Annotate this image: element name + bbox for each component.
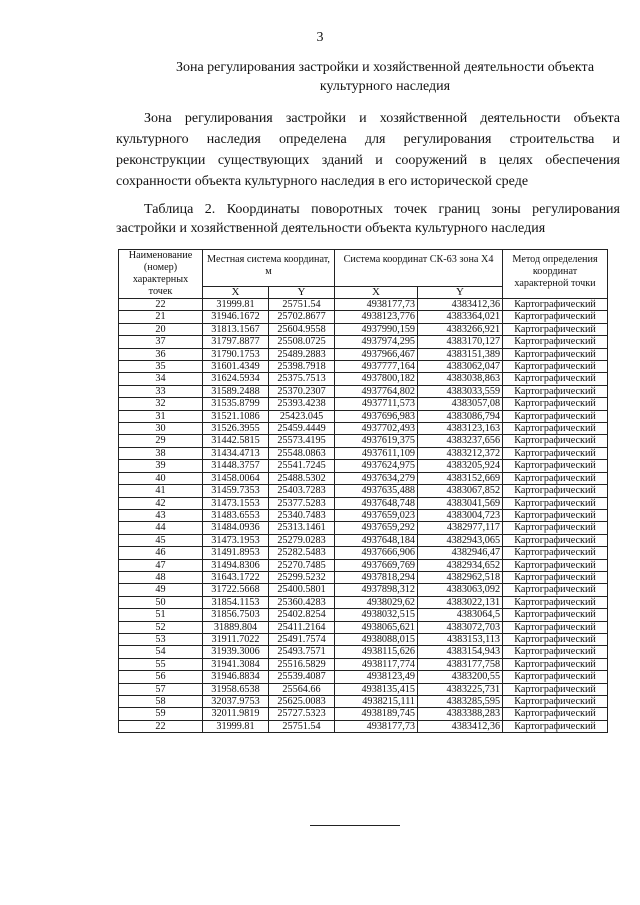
cell-sk63-x: 4938123,49: [335, 671, 418, 683]
table-row: [119, 385, 608, 397]
cell-point-number: 21: [119, 311, 203, 323]
cell-point-number: 32: [119, 398, 203, 410]
cell-point-number: 59: [119, 708, 203, 720]
cell-point-number: 58: [119, 696, 203, 708]
cell-method: Картографический: [503, 658, 608, 670]
cell-sk63-x: 4938088,015: [335, 633, 418, 645]
cell-local-x: 31442.5815: [203, 435, 269, 447]
table-row: [119, 609, 608, 621]
cell-local-y: 25564.66: [269, 683, 335, 695]
cell-sk63-y: 4383067,852: [418, 485, 503, 497]
table-row: [119, 720, 608, 732]
cell-sk63-y: 4383063,092: [418, 584, 503, 596]
cell-method: Картографический: [503, 696, 608, 708]
cell-local-y: 25375.7513: [269, 373, 335, 385]
cell-local-x: 31601.4349: [203, 361, 269, 373]
cell-sk63-y: 4382934,652: [418, 559, 503, 571]
cell-local-y: 25299.5232: [269, 571, 335, 583]
cell-method: Картографический: [503, 559, 608, 571]
cell-sk63-x: 4937764,802: [335, 385, 418, 397]
cell-local-y: 25313.1461: [269, 522, 335, 534]
cell-point-number: 33: [119, 385, 203, 397]
cell-sk63-y: 4383064,5: [418, 609, 503, 621]
table-row: [119, 336, 608, 348]
cell-point-number: 48: [119, 571, 203, 583]
cell-sk63-y: 4383388,283: [418, 708, 503, 720]
cell-method: Картографический: [503, 534, 608, 546]
cell-sk63-x: 4937648,748: [335, 497, 418, 509]
cell-local-y: 25360.4283: [269, 596, 335, 608]
cell-sk63-y: 4383225,731: [418, 683, 503, 695]
cell-method: Картографический: [503, 373, 608, 385]
table-row: [119, 410, 608, 422]
cell-sk63-x: 4938177,73: [335, 720, 418, 732]
cell-sk63-x: 4937800,182: [335, 373, 418, 385]
table-row: [119, 571, 608, 583]
cell-local-y: 25516.5829: [269, 658, 335, 670]
cell-local-x: 31643.1722: [203, 571, 269, 583]
cell-point-number: 43: [119, 509, 203, 521]
cell-method: Картографический: [503, 472, 608, 484]
cell-method: Картографический: [503, 385, 608, 397]
cell-sk63-y: 4383151,389: [418, 348, 503, 360]
cell-point-number: 20: [119, 323, 203, 335]
cell-sk63-x: 4937666,906: [335, 547, 418, 559]
cell-local-x: 31958.6538: [203, 683, 269, 695]
cell-local-y: 25411.2164: [269, 621, 335, 633]
cell-local-x: 31797.8877: [203, 336, 269, 348]
cell-local-y: 25340.7483: [269, 509, 335, 521]
cell-local-y: 25270.7485: [269, 559, 335, 571]
table-row: [119, 621, 608, 633]
cell-local-x: 31448.3757: [203, 460, 269, 472]
cell-point-number: 55: [119, 658, 203, 670]
cell-point-number: 52: [119, 621, 203, 633]
cell-point-number: 46: [119, 547, 203, 559]
cell-sk63-x: 4937619,375: [335, 435, 418, 447]
cell-local-y: 25573.4195: [269, 435, 335, 447]
cell-sk63-y: 4383205,924: [418, 460, 503, 472]
cell-sk63-x: 4937669,769: [335, 559, 418, 571]
cell-sk63-x: 4937702,493: [335, 423, 418, 435]
cell-method: Картографический: [503, 596, 608, 608]
cell-local-x: 31946.1672: [203, 311, 269, 323]
cell-local-y: 25423.045: [269, 410, 335, 422]
cell-local-x: 31484.0936: [203, 522, 269, 534]
cell-point-number: 38: [119, 447, 203, 459]
cell-method: Картографический: [503, 435, 608, 447]
cell-point-number: 47: [119, 559, 203, 571]
cell-sk63-y: 4383022,131: [418, 596, 503, 608]
cell-local-x: 31790.1753: [203, 348, 269, 360]
cell-method: Картографический: [503, 671, 608, 683]
cell-local-x: 31999.81: [203, 720, 269, 732]
cell-sk63-y: 4383237,656: [418, 435, 503, 447]
cell-method: Картографический: [503, 410, 608, 422]
cell-method: Картографический: [503, 621, 608, 633]
cell-sk63-x: 4937634,279: [335, 472, 418, 484]
cell-method: Картографический: [503, 336, 608, 348]
cell-local-x: 31494.8306: [203, 559, 269, 571]
cell-sk63-y: 4383285,595: [418, 696, 503, 708]
cell-point-number: 51: [119, 609, 203, 621]
cell-local-y: 25370.2307: [269, 385, 335, 397]
cell-local-y: 25751.54: [269, 299, 335, 311]
table-row: [119, 683, 608, 695]
cell-sk63-y: 4383152,669: [418, 472, 503, 484]
cell-point-number: 54: [119, 646, 203, 658]
cell-point-number: 45: [119, 534, 203, 546]
cell-sk63-x: 4938115,626: [335, 646, 418, 658]
cell-local-y: 25403.7283: [269, 485, 335, 497]
cell-method: Картографический: [503, 646, 608, 658]
cell-local-y: 25377.5283: [269, 497, 335, 509]
cell-point-number: 44: [119, 522, 203, 534]
cell-local-y: 25282.5483: [269, 547, 335, 559]
cell-point-number: 35: [119, 361, 203, 373]
cell-method: Картографический: [503, 361, 608, 373]
header-method: Метод определения координат характерной точки: [503, 250, 608, 299]
cell-sk63-y: 4383154,943: [418, 646, 503, 658]
cell-method: Картографический: [503, 460, 608, 472]
table-row: [119, 646, 608, 658]
cell-local-x: 31473.1553: [203, 497, 269, 509]
table-body: [119, 299, 608, 733]
table-row: [119, 423, 608, 435]
cell-sk63-y: 4383266,921: [418, 323, 503, 335]
cell-local-x: 31999.81: [203, 299, 269, 311]
cell-point-number: 36: [119, 348, 203, 360]
table-row: [119, 497, 608, 509]
cell-local-x: 31434.4713: [203, 447, 269, 459]
cell-sk63-y: 4383004,723: [418, 509, 503, 521]
cell-local-y: 25488.5302: [269, 472, 335, 484]
cell-sk63-y: 4383364,021: [418, 311, 503, 323]
cell-local-y: 25400.5801: [269, 584, 335, 596]
cell-sk63-x: 4938065,621: [335, 621, 418, 633]
cell-local-x: 31722.5668: [203, 584, 269, 596]
header-sk63-system: Система координат СК-63 зона X4: [335, 250, 503, 287]
cell-local-x: 31526.3955: [203, 423, 269, 435]
cell-local-x: 31521.1086: [203, 410, 269, 422]
cell-method: Картографический: [503, 447, 608, 459]
header-local-system: Местная система координат, м: [203, 250, 335, 287]
cell-local-y: 25751.54: [269, 720, 335, 732]
cell-local-y: 25398.7918: [269, 361, 335, 373]
cell-sk63-y: 4383170,127: [418, 336, 503, 348]
cell-method: Картографический: [503, 311, 608, 323]
cell-sk63-y: 4382977,117: [418, 522, 503, 534]
cell-sk63-y: 4382962,518: [418, 571, 503, 583]
cell-local-x: 31458.0064: [203, 472, 269, 484]
table-row: [119, 299, 608, 311]
cell-method: Картографический: [503, 609, 608, 621]
table-row: [119, 633, 608, 645]
cell-local-y: 25402.8254: [269, 609, 335, 621]
cell-point-number: 37: [119, 336, 203, 348]
table-row: [119, 708, 608, 720]
cell-sk63-x: 4938117,774: [335, 658, 418, 670]
footer-divider: [310, 825, 400, 826]
cell-point-number: 39: [119, 460, 203, 472]
table-row: [119, 596, 608, 608]
cell-local-x: 31483.6553: [203, 509, 269, 521]
cell-sk63-x: 4938029,62: [335, 596, 418, 608]
cell-local-y: 25508.0725: [269, 336, 335, 348]
cell-point-number: 30: [119, 423, 203, 435]
cell-local-x: 31941.3084: [203, 658, 269, 670]
page-number: 3: [316, 30, 324, 45]
cell-point-number: 42: [119, 497, 203, 509]
header-sk63-x: X: [335, 287, 418, 299]
cell-point-number: 49: [119, 584, 203, 596]
cell-sk63-x: 4937696,983: [335, 410, 418, 422]
table-row: [119, 460, 608, 472]
cell-local-x: 31854.1153: [203, 596, 269, 608]
header-local-y: Y: [269, 287, 335, 299]
cell-sk63-x: 4938215,111: [335, 696, 418, 708]
cell-point-number: 56: [119, 671, 203, 683]
cell-sk63-x: 4937990,159: [335, 323, 418, 335]
cell-local-y: 25539.4087: [269, 671, 335, 683]
cell-sk63-y: 4383123,163: [418, 423, 503, 435]
table-header: [119, 250, 608, 299]
cell-local-y: 25625.0083: [269, 696, 335, 708]
cell-sk63-x: 4937624,975: [335, 460, 418, 472]
section-heading: Зона регулирования застройки и хозяйственной деятельности объекта культурного наследия: [175, 60, 595, 94]
cell-local-x: 31889.804: [203, 621, 269, 633]
cell-sk63-y: 4383412,36: [418, 299, 503, 311]
cell-local-x: 31856.7503: [203, 609, 269, 621]
table-caption: Таблица 2. Координаты поворотных точек границ зоны регулирования застройки и хозяйственной деятельности объекта культурного наследия: [116, 202, 620, 236]
cell-method: Картографический: [503, 571, 608, 583]
cell-local-y: 25702.8677: [269, 311, 335, 323]
cell-sk63-y: 4383412,36: [418, 720, 503, 732]
cell-sk63-x: 4937659,292: [335, 522, 418, 534]
cell-local-y: 25491.7574: [269, 633, 335, 645]
cell-local-y: 25393.4238: [269, 398, 335, 410]
cell-method: Картографический: [503, 348, 608, 360]
cell-local-x: 32037.9753: [203, 696, 269, 708]
cell-method: Картографический: [503, 683, 608, 695]
cell-sk63-x: 4937898,312: [335, 584, 418, 596]
table-row: [119, 311, 608, 323]
cell-sk63-x: 4938123,776: [335, 311, 418, 323]
cell-method: Картографический: [503, 708, 608, 720]
cell-point-number: 41: [119, 485, 203, 497]
cell-sk63-y: 4383212,372: [418, 447, 503, 459]
cell-sk63-x: 4937966,467: [335, 348, 418, 360]
coordinates-table: [118, 249, 608, 733]
cell-point-number: 53: [119, 633, 203, 645]
table-row: [119, 323, 608, 335]
table-row: [119, 559, 608, 571]
cell-sk63-y: 4383086,794: [418, 410, 503, 422]
table-row: [119, 534, 608, 546]
cell-sk63-y: 4382943,065: [418, 534, 503, 546]
table-row: [119, 696, 608, 708]
table-row: [119, 658, 608, 670]
cell-local-y: 25604.9558: [269, 323, 335, 335]
cell-local-y: 25279.0283: [269, 534, 335, 546]
cell-sk63-x: 4937648,184: [335, 534, 418, 546]
cell-local-x: 31589.2488: [203, 385, 269, 397]
cell-sk63-x: 4937635,488: [335, 485, 418, 497]
cell-sk63-y: 4383062,047: [418, 361, 503, 373]
table-row: [119, 671, 608, 683]
table-row: [119, 485, 608, 497]
cell-method: Картографический: [503, 323, 608, 335]
cell-local-x: 31491.8953: [203, 547, 269, 559]
table-row: [119, 472, 608, 484]
cell-sk63-y: 4383057,08: [418, 398, 503, 410]
cell-point-number: 31: [119, 410, 203, 422]
cell-sk63-x: 4937818,294: [335, 571, 418, 583]
cell-local-y: 25548.0863: [269, 447, 335, 459]
cell-method: Картографический: [503, 584, 608, 596]
table-row: [119, 373, 608, 385]
cell-point-number: 34: [119, 373, 203, 385]
cell-local-y: 25541.7245: [269, 460, 335, 472]
table-row: [119, 361, 608, 373]
cell-sk63-y: 4383041,569: [418, 497, 503, 509]
cell-point-number: 40: [119, 472, 203, 484]
cell-method: Картографический: [503, 633, 608, 645]
cell-sk63-y: 4383072,703: [418, 621, 503, 633]
cell-point-number: 22: [119, 720, 203, 732]
cell-local-x: 31459.7353: [203, 485, 269, 497]
cell-method: Картографический: [503, 547, 608, 559]
cell-local-x: 31939.3006: [203, 646, 269, 658]
table-row: [119, 447, 608, 459]
header-local-x: X: [203, 287, 269, 299]
table-row: [119, 435, 608, 447]
cell-method: Картографический: [503, 509, 608, 521]
table-row: [119, 348, 608, 360]
cell-sk63-x: 4938177,73: [335, 299, 418, 311]
table-row: [119, 509, 608, 521]
cell-method: Картографический: [503, 485, 608, 497]
cell-sk63-y: 4383153,113: [418, 633, 503, 645]
cell-method: Картографический: [503, 299, 608, 311]
cell-local-y: 25727.5323: [269, 708, 335, 720]
cell-local-x: 31911.7022: [203, 633, 269, 645]
table-row: [119, 398, 608, 410]
cell-sk63-y: 4382946,47: [418, 547, 503, 559]
table-row: [119, 547, 608, 559]
cell-method: Картографический: [503, 497, 608, 509]
cell-sk63-y: 4383200,55: [418, 671, 503, 683]
cell-method: Картографический: [503, 522, 608, 534]
cell-sk63-x: 4938189,745: [335, 708, 418, 720]
cell-local-x: 31946.8834: [203, 671, 269, 683]
cell-sk63-x: 4938135,415: [335, 683, 418, 695]
cell-point-number: 50: [119, 596, 203, 608]
cell-local-y: 25493.7571: [269, 646, 335, 658]
cell-sk63-y: 4383033,559: [418, 385, 503, 397]
cell-sk63-x: 4938032,515: [335, 609, 418, 621]
cell-sk63-y: 4383177,758: [418, 658, 503, 670]
cell-sk63-x: 4937711,573: [335, 398, 418, 410]
body-paragraph: Зона регулирования застройки и хозяйственной деятельности объекта культурного наследия определена для регулирования строительства и реконструкции существующих зданий и сооружений в целях обеспечения сохранности объекта культурного наследия в его исторической среде: [116, 111, 620, 189]
cell-method: Картографический: [503, 423, 608, 435]
table-row: [119, 522, 608, 534]
cell-method: Картографический: [503, 720, 608, 732]
cell-local-y: 25489.2883: [269, 348, 335, 360]
header-sk63-y: Y: [418, 287, 503, 299]
cell-sk63-x: 4937659,023: [335, 509, 418, 521]
cell-local-x: 31535.8799: [203, 398, 269, 410]
cell-point-number: 22: [119, 299, 203, 311]
cell-local-x: 31473.1953: [203, 534, 269, 546]
cell-sk63-x: 4937974,295: [335, 336, 418, 348]
cell-point-number: 29: [119, 435, 203, 447]
cell-method: Картографический: [503, 398, 608, 410]
cell-local-x: 31624.5934: [203, 373, 269, 385]
cell-point-number: 57: [119, 683, 203, 695]
table-row: [119, 584, 608, 596]
cell-sk63-x: 4937777,164: [335, 361, 418, 373]
cell-local-x: 32011.9819: [203, 708, 269, 720]
cell-sk63-y: 4383038,863: [418, 373, 503, 385]
cell-local-x: 31813.1567: [203, 323, 269, 335]
cell-local-y: 25459.4449: [269, 423, 335, 435]
cell-sk63-x: 4937611,109: [335, 447, 418, 459]
header-point-name: Наименование (номер) характерных точек: [119, 250, 203, 299]
